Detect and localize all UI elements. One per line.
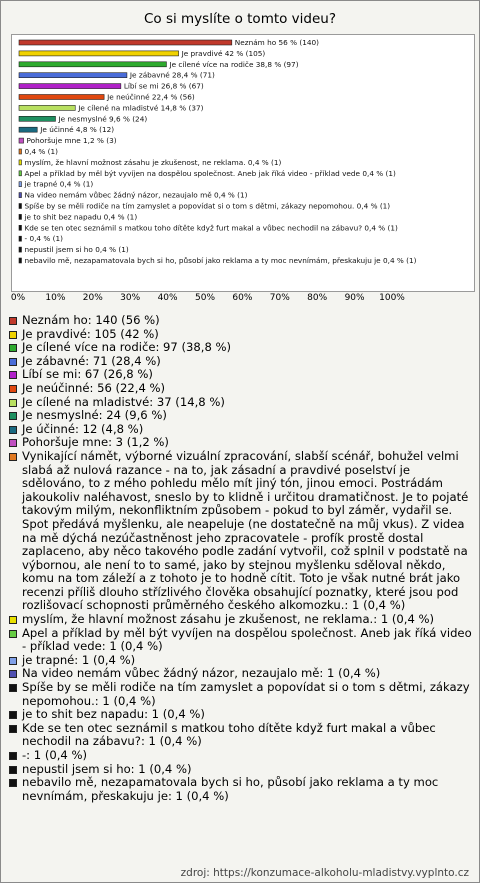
bar-7 bbox=[19, 116, 55, 121]
legend-label: Vynikající námět, výborné vizuální zpracování, slabší scénář, bohužel velmi slabá až nulová razance - na to, jak zásadní a pravdivé poselství je sdělováno, to z mého pohledu mělo mít jiný tón, jinou emoci. Postrádám jakoukoliv naléhavost, sneslo by to klidně i určitou dramatičnost. Je to pojaté takovým milým, nekonfliktním způsobem - pokud to byl záměr, vydařil se. Spot předává myšlenku, ale neapeluje (ne dostatečně na můj vkus). Z videa na mě dýchá nezúčastněnost jeho zpracovatele - profík prostě dostal zaplaceno, aby něco takového podle zadání vytvořil, což splnil v podstatě na výbornou, ale není to to samé, jako by stejnou myšlenku sděloval někdo, komu na tom záleží a z tohoto je to hodně cítit. Toto je však nutné brát jako recenzi příliš dlouho střízlivého člověka obsahující poznatky, které jsou pod rozlišovací schopnosti průměrného českého alkomozku.: 1 (0,4 %) bbox=[22, 448, 469, 613]
legend-item bbox=[9, 355, 473, 369]
bar-16 bbox=[19, 214, 22, 219]
legend-item bbox=[9, 708, 473, 722]
legend bbox=[9, 314, 473, 803]
bar-label-11: myslím, že hlavní možnost zásahu je zkušenost, ne reklama. 0,4 % (1) bbox=[24, 157, 282, 167]
bar-1 bbox=[19, 51, 179, 56]
legend-item bbox=[9, 627, 473, 654]
legend-label: Je pravdivé: 105 (42 %) bbox=[22, 326, 159, 341]
bar-0 bbox=[19, 40, 232, 45]
bar-label-3: Je zábavné 28,4 % (71) bbox=[129, 70, 215, 80]
legend-label: nebavilo mě, nezapamatovala bych si ho, působí jako reklama a ty moc nevnímám, přeskakuju je: 1 (0,4 %) bbox=[22, 775, 439, 803]
bar-6 bbox=[19, 105, 75, 110]
legend-label: Neznám ho: 140 (56 %) bbox=[22, 313, 160, 327]
legend-label: Líbí se mi: 67 (26,8 %) bbox=[22, 367, 153, 382]
x-tick-label: 10% bbox=[45, 293, 66, 303]
x-axis bbox=[1, 293, 480, 307]
legend-swatch bbox=[9, 779, 17, 787]
legend-item bbox=[9, 667, 473, 681]
legend-label: Spíše by se měli rodiče na tím zamyslet a popovídat si o tom s dětmi, zákazy nepomohou.: 1 (0,4 %) bbox=[22, 680, 470, 708]
legend-swatch bbox=[9, 399, 17, 407]
legend-item bbox=[9, 776, 473, 803]
bar-13 bbox=[19, 182, 22, 187]
legend-label: Apel a příklad by měl být vyvíjen na dospělou společnost. Aneb jak říká video - příklad vede: 1 (0,4 %) bbox=[22, 625, 472, 654]
x-tick-label: 70% bbox=[269, 293, 290, 303]
x-tick-label: 80% bbox=[307, 293, 328, 303]
legend-swatch bbox=[9, 426, 17, 434]
legend-label: Na video nemám vůbec žádný názor, nezaujalo mě: 1 (0,4 %) bbox=[22, 666, 381, 681]
legend-swatch bbox=[9, 725, 17, 733]
legend-swatch bbox=[9, 412, 17, 420]
legend-swatch bbox=[9, 684, 17, 692]
bar-label-19: nepustil jsem si ho 0,4 % (1) bbox=[24, 245, 129, 255]
x-tick-label: 40% bbox=[157, 293, 178, 303]
x-tick-label: 20% bbox=[82, 293, 103, 303]
legend-swatch bbox=[9, 371, 17, 379]
bar-label-13: je trapné 0,4 % (1) bbox=[24, 179, 94, 189]
legend-label: Je účinné: 12 (4,8 %) bbox=[22, 421, 144, 436]
legend-swatch bbox=[9, 439, 17, 447]
legend-item bbox=[9, 681, 473, 708]
bar-label-17: Kde se ten otec seznámil s matkou toho dítěte když furt makal a vůbec nechodil na zábavu? 0,4 % (1) bbox=[24, 223, 398, 233]
bar-label-15: Spíše by se měli rodiče na tím zamyslet a popovídat si o tom s dětmi, zákazy nepomohou. 0,4 % (1) bbox=[24, 201, 391, 211]
legend-swatch bbox=[9, 766, 17, 774]
legend-item bbox=[9, 314, 473, 328]
bar-2 bbox=[19, 62, 166, 67]
legend-swatch bbox=[9, 616, 17, 624]
bar-label-7: Je nesmyslné 9,6 % (24) bbox=[58, 114, 148, 124]
bar-20 bbox=[19, 258, 22, 263]
legend-item bbox=[9, 722, 473, 749]
legend-swatch bbox=[9, 385, 17, 393]
bar-label-16: je to shit bez napadu 0,4 % (1) bbox=[24, 212, 138, 222]
bar-17 bbox=[19, 225, 22, 230]
legend-item bbox=[9, 423, 473, 437]
legend-swatch bbox=[9, 711, 17, 719]
legend-label: nepustil jsem si ho: 1 (0,4 %) bbox=[22, 761, 192, 776]
bar-label-10: 0,4 % (1) bbox=[24, 147, 59, 156]
legend-item bbox=[9, 654, 473, 668]
legend-item bbox=[9, 749, 473, 763]
legend-swatch bbox=[9, 657, 17, 665]
bar-8 bbox=[19, 127, 37, 132]
legend-swatch bbox=[9, 344, 17, 352]
bar-label-20: nebavilo mě, nezapamatovala bych si ho, působí jako reklama a ty moc nevnímám, přeskakuju je 0,4 % (1) bbox=[24, 256, 417, 265]
legend-label: Je nesmyslné: 24 (9,6 %) bbox=[22, 408, 167, 423]
bar-chart-svg bbox=[12, 35, 474, 291]
bar-label-2: Je cílené více na rodiče 38,8 % (97) bbox=[169, 59, 299, 69]
legend-item bbox=[9, 396, 473, 410]
bar-19 bbox=[19, 247, 22, 252]
legend-label: Je zábavné: 71 (28,4 %) bbox=[22, 353, 161, 368]
x-tick-label: 60% bbox=[232, 293, 253, 303]
legend-item bbox=[9, 328, 473, 342]
legend-item bbox=[9, 613, 473, 627]
plot-area bbox=[11, 34, 475, 292]
bar-label-0: Neznám ho 56 % (140) bbox=[234, 38, 320, 47]
legend-label: Pohoršuje mne: 3 (1,2 %) bbox=[22, 435, 169, 450]
bar-label-5: Je neúčinné 22,4 % (56) bbox=[107, 92, 195, 102]
legend-swatch bbox=[9, 670, 17, 678]
x-tick-label: 50% bbox=[194, 293, 216, 303]
legend-label: -: 1 (0,4 %) bbox=[22, 748, 88, 762]
x-tick-label: 90% bbox=[344, 293, 365, 303]
bar-18 bbox=[19, 236, 22, 241]
legend-swatch bbox=[9, 317, 17, 325]
bar-3 bbox=[19, 73, 127, 78]
legend-label: je trapné: 1 (0,4 %) bbox=[22, 652, 136, 667]
bar-5 bbox=[19, 95, 104, 100]
legend-label: je to shit bez napadu: 1 (0,4 %) bbox=[22, 707, 205, 722]
legend-item bbox=[9, 341, 473, 355]
bar-label-1: Je pravdivé 42 % (105) bbox=[181, 48, 266, 58]
x-tick-label: 100% bbox=[379, 293, 405, 303]
x-tick-label: 0% bbox=[10, 293, 26, 303]
legend-item bbox=[9, 450, 473, 613]
legend-item bbox=[9, 368, 473, 382]
bar-label-12: Apel a příklad by měl být vyvíjen na dospělou společnost. Aneb jak říká video - příklad vede 0,4 % (1) bbox=[24, 168, 396, 178]
bar-label-4: Líbí se mi 26,8 % (67) bbox=[123, 81, 204, 91]
bar-9 bbox=[19, 138, 24, 143]
legend-swatch bbox=[9, 752, 17, 760]
legend-label: Je neúčinné: 56 (22,4 %) bbox=[22, 380, 166, 395]
source-note: zdroj: https://konzumace-alkoholu-mladistvy.vyplnto.cz bbox=[180, 867, 469, 879]
legend-item bbox=[9, 409, 473, 423]
x-tick-label: 30% bbox=[120, 293, 141, 303]
legend-label: Je cílené více na rodiče: 97 (38,8 %) bbox=[22, 340, 232, 355]
bar-label-6: Je cílené na mladistvé 14,8 % (37) bbox=[78, 103, 204, 113]
bar-14 bbox=[19, 193, 22, 198]
legend-swatch bbox=[9, 453, 17, 461]
bar-4 bbox=[19, 84, 121, 89]
bar-label-8: Je účinné 4,8 % (12) bbox=[40, 125, 115, 135]
legend-label: myslím, že hlavní možnost zásahu je zkušenost, ne reklama.: 1 (0,4 %) bbox=[22, 612, 435, 627]
bar-label-14: Na video nemám vůbec žádný názor, nezaujalo mě 0,4 % (1) bbox=[24, 190, 248, 200]
legend-label: Je cílené na mladistvé: 37 (14,8 %) bbox=[22, 394, 225, 409]
bar-10 bbox=[19, 149, 22, 154]
legend-swatch bbox=[9, 630, 17, 638]
bar-12 bbox=[19, 171, 22, 176]
bar-label-9: Pohoršuje mne 1,2 % (3) bbox=[26, 136, 117, 146]
bar-label-18: - 0,4 % (1) bbox=[24, 234, 63, 244]
legend-item bbox=[9, 382, 473, 396]
legend-swatch bbox=[9, 331, 17, 339]
legend-item bbox=[9, 763, 473, 777]
legend-item bbox=[9, 436, 473, 450]
chart-title: Co si myslíte o tomto videu? bbox=[143, 11, 337, 27]
legend-label: Kde se ten otec seznámil s matkou toho dítěte když furt makal a vůbec nechodil na zábavu?: 1 (0,4 %) bbox=[22, 720, 436, 749]
legend-swatch bbox=[9, 358, 17, 366]
bar-15 bbox=[19, 204, 22, 209]
bar-11 bbox=[19, 160, 22, 165]
